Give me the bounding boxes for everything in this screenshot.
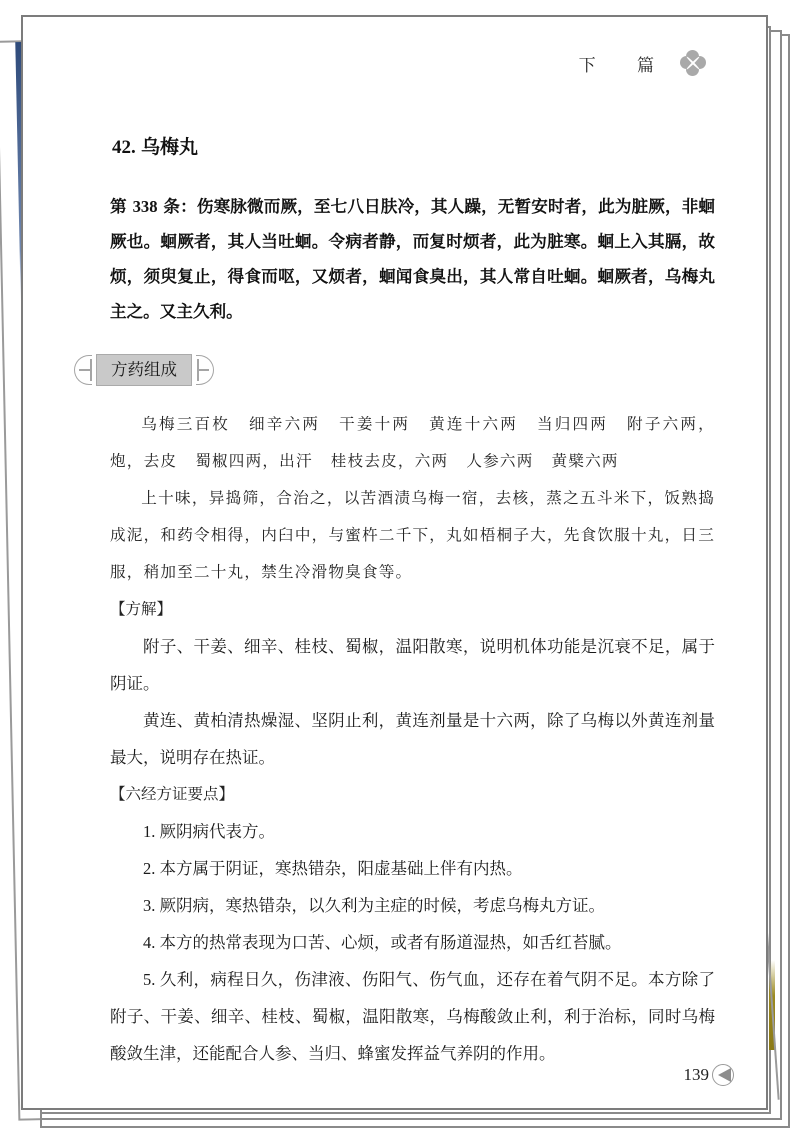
running-header xyxy=(579,50,706,76)
section-badge xyxy=(74,353,214,387)
book-page xyxy=(21,15,768,1110)
ingredient: 黄檗六两 xyxy=(551,452,619,470)
ingredient: 桂枝去皮，六两 xyxy=(330,452,449,470)
badge-label: 方药组成 xyxy=(96,354,192,386)
badge-right-cap-icon xyxy=(196,355,214,385)
key-point-item: 4. 本方的热常表现为口苦、心烦，或者有肠道湿热，如舌红苔腻。 xyxy=(143,933,622,952)
badge-left-cap-icon xyxy=(74,355,92,385)
ingredient: 当归四两 xyxy=(536,415,609,433)
section-title-text: 乌梅丸 xyxy=(135,137,199,158)
clause-suffix: 条： xyxy=(157,197,197,216)
section-title xyxy=(112,132,715,159)
page-turn-arrow-icon xyxy=(712,1064,734,1086)
clause-prefix: 第 xyxy=(110,197,133,216)
key-points-heading: 【六经方证要点】 xyxy=(110,785,235,803)
explanation-heading: 【方解】 xyxy=(110,600,173,618)
ingredients-list xyxy=(110,406,715,480)
clause-paragraph xyxy=(110,189,715,329)
page-content xyxy=(110,132,715,1072)
ingredient: 附子六两，炮，去皮 xyxy=(110,415,715,470)
ingredient: 黄连十六两 xyxy=(428,415,519,433)
explanation-paragraph: 黄连、黄柏清热燥湿、坚阴止利，黄连剂量是十六两，除了乌梅以外黄连剂量最大，说明存在热证。 xyxy=(110,711,715,767)
ingredient: 干姜十两 xyxy=(338,415,411,433)
key-point-item: 1. 厥阴病代表方。 xyxy=(143,822,275,841)
section-number: 42. xyxy=(112,137,136,158)
ingredient: 蜀椒四两，出汗 xyxy=(195,452,313,470)
clause-number: 338 xyxy=(132,197,158,216)
ingredient: 细辛六两 xyxy=(248,415,321,433)
explanation-paragraph: 附子、干姜、细辛、桂枝、蜀椒，温阳散寒，说明机体功能是沉衰不足，属于阴证。 xyxy=(110,637,715,693)
key-point-item: 3. 厥阴病，寒热错杂，以久利为主症的时候，考虑乌梅丸方证。 xyxy=(143,896,605,915)
key-point-item: 5. 久利，病程日久，伤津液、伤阳气、伤气血，还存在着气阴不足。本方除了附子、干姜、细辛、桂枝、蜀椒，温阳散寒，乌梅酸敛止利，利于治标，同时乌梅酸敛生津，还能配合人参、当归、蜂蜜发挥益气养阴的作用。 xyxy=(110,970,715,1063)
ingredient: 乌梅三百枚 xyxy=(141,415,231,433)
preparation-paragraph: 上十味，异捣筛，合治之，以苦酒渍乌梅一宿，去核，蒸之五斗米下，饭熟捣成泥，和药令相得，内臼中，与蜜杵二千下，丸如梧桐子大，先食饮服十丸，日三服，稍加至二十丸，禁生冷滑物臭食等。 xyxy=(110,489,715,581)
running-header-label: 下 篇 xyxy=(578,55,672,76)
clover-ornament-icon xyxy=(680,50,706,76)
page-number: 139 xyxy=(683,1065,709,1084)
clause-text: 伤寒脉微而厥，至七八日肤冷，其人躁，无暂安时者，此为脏厥，非蛔厥也。蛔厥者，其人当吐蛔。令病者静，而复时烦者，此为脏寒。蛔上入其膈，故烦，须臾复止，得食而呕，又烦者，蛔闻食臭出，其人常自吐蛔。蛔厥者，乌梅丸主之。又主久利。 xyxy=(110,197,716,321)
page-footer xyxy=(684,1064,735,1086)
ingredient: 人参六两 xyxy=(466,452,534,470)
key-point-item: 2. 本方属于阴证，寒热错杂，阳虚基础上伴有内热。 xyxy=(143,859,523,878)
